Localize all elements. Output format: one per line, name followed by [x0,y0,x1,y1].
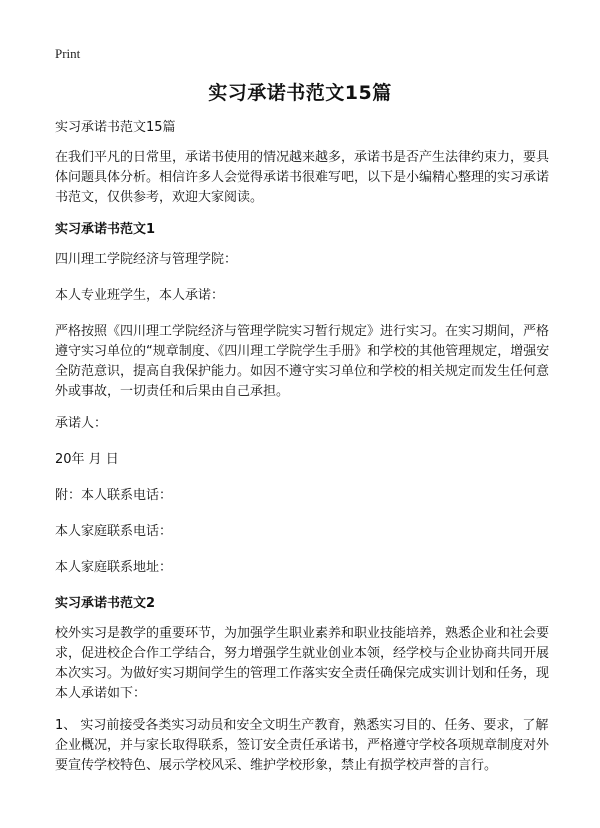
section-heading-2: 实习承诺书范文2 [55,596,156,611]
document-subtitle: 实习承诺书范文15篇 [55,120,176,135]
date-line: 20年 月 日 [55,452,119,467]
statement-line: 本人专业班学生，本人承诺： [55,288,225,303]
page-title: 实习承诺书范文15篇 [208,82,392,104]
home-address-line: 本人家庭联系地址： [55,560,173,575]
section2-body: 校外实习是教学的重要环节，为加强学生职业素养和职业技能培养，熟悉企业和社会要求，促进校企合作工学结合，努力增强学生就业创业本领，经学校与企业协商共同开展本次实习。为做好实习期间学生的管理工作落实安全责任确保完成实训计划和任务，现本人承诺如下： [55,626,550,701]
home-phone-line: 本人家庭联系电话： [55,524,173,539]
phone-line: 附：本人联系电话： [55,488,173,503]
addressee-line: 四川理工学院经济与管理学院： [55,252,238,267]
intro-paragraph: 在我们平凡的日常里，承诺书使用的情况越来越多，承诺书是否产生法律约束力，要具体问题具体分析。相信许多人会觉得承诺书很难写吧，以下是小编精心整理的实习承诺书范文，仅供参考，欢迎大家阅读。 [55,150,550,205]
print-label: Print [55,46,81,61]
signer-line: 承诺人： [55,416,108,431]
section-heading-1: 实习承诺书范文1 [55,222,156,237]
section2-item-1: 1、 实习前接受各类实习动员和安全文明生产教育，熟悉实习目的、任务、要求，了解企业概况，并与家长取得联系，签订安全责任承诺书，严格遵守学校各项规章制度对外要宣传学校特色、展示学校风采、维护学校形象，禁止有损学校声誉的言行。 [55,718,550,773]
document-body [55,118,555,788]
section1-body: 严格按照《四川理工学院经济与管理学院实习暂行规定》进行实习。在实习期间，严格遵守实习单位的“规章制度、《四川理工学院学生手册》和学校的其他管理规定，增强安全防范意识，提高自我保护能力。如因不遵守实习单位和学校的相关规定而发生任何意外或事故，一切责任和后果由自己承担。 [55,324,550,399]
